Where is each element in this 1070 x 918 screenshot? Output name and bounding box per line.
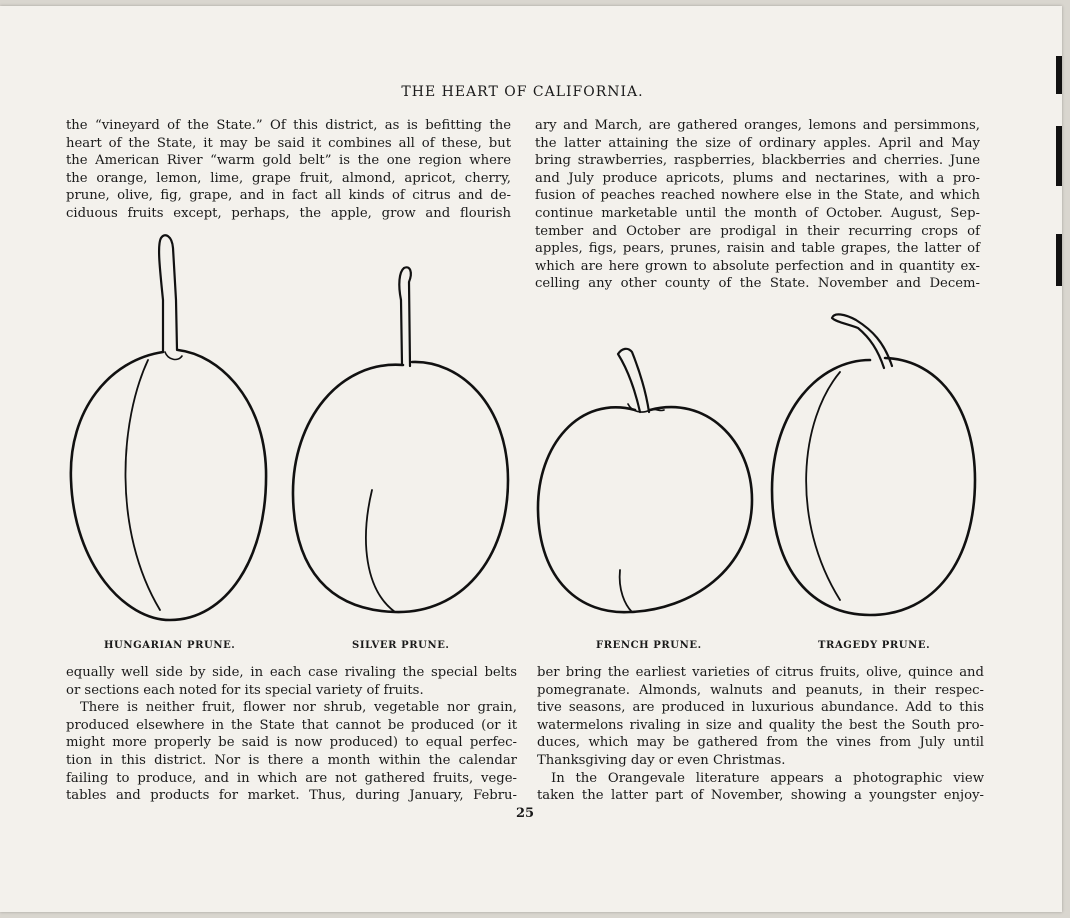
text-line: tion in this district. Nor is there a month within the calendar [66,752,517,768]
hungarian-prune-drawing [71,235,266,620]
text-line: duces, which may be gathered from the vines from July until [537,735,984,751]
running-header: THE HEART OF CALIFORNIA. [401,84,644,100]
text-line: There is neither fruit, flower nor shrub, vegetable nor grain, [80,700,517,716]
french-prune-drawing [538,349,752,612]
text-line: celling any other county of the State. November and Decem- [535,276,980,292]
bottom-right-column [537,664,984,805]
text-line: watermelons rivaling in size and quality the best the South pro- [537,717,984,733]
text-line: the latter attaining the size of ordinary apples. April and May [535,135,980,151]
text-line: ary and March, are gathered oranges, lemons and persimmons, [535,118,980,133]
text-line: fusion of peaches reached nowhere else in the State, and which [535,188,980,204]
text-line: taken the latter part of November, showing a youngster enjoy- [537,788,984,804]
bottom-left-column [66,664,517,805]
silver-prune-drawing [293,267,508,612]
caption-french-prune: FRENCH PRUNE. [596,640,702,651]
text-line: failing to produce, and in which are not gathered fruits, vege- [66,770,517,786]
text-line: which are here grown to absolute perfection and in quantity ex- [535,258,980,274]
text-line: tive seasons, are produced in luxurious abundance. Add to this [537,700,984,716]
caption-hungarian-prune: HUNGARIAN PRUNE. [104,640,236,651]
text-line: or sections each noted for its special variety of fruits. [66,682,424,698]
text-line: the “vineyard of the State.” Of this district, as is befitting the [66,118,511,133]
text-line: equally well side by side, in each case rivaling the special belts [66,665,517,680]
caption-silver-prune: SILVER PRUNE. [352,640,450,651]
text-line: and July produce apricots, plums and nectarines, with a pro- [535,170,980,186]
text-line: ciduous fruits except, perhaps, the apple, grow and flourish [66,205,511,221]
text-line: produced elsewhere in the State that cannot be produced (or it [66,717,517,733]
text-line: ber bring the earliest varieties of citrus fruits, olive, quince and [537,665,984,680]
text-line: tables and products for market. Thus, during January, Febru- [66,788,517,804]
text-line: continue marketable until the month of October. August, Sep- [535,205,980,221]
text-line: the American River “warm gold belt” is the one region where [66,153,511,169]
text-line: bring strawberries, raspberries, blackberries and cherries. June [535,153,980,169]
caption-tragedy-prune: TRAGEDY PRUNE. [818,640,931,651]
text-line: tember and October are prodigal in their recurring crops of [535,223,980,239]
text-line: pomegranate. Almonds, walnuts and peanuts, in their respec- [537,682,984,698]
text-line: apples, figs, pears, prunes, raisin and table grapes, the latter of [535,241,980,257]
text-line: prune, olive, fig, grape, and in fact all kinds of citrus and de- [66,188,511,204]
text-line: the orange, lemon, lime, grape fruit, almond, apricot, cherry, [66,170,511,186]
text-line: Thanksgiving day or even Christmas. [537,752,786,768]
tragedy-prune-drawing [772,314,975,615]
page-number: 25 [515,806,535,821]
text-line: might more properly be said is now produced) to equal perfec- [66,735,517,751]
text-line: In the Orangevale literature appears a photographic view [551,770,984,786]
text-line: heart of the State, it may be said it combines all of these, but [66,135,511,151]
